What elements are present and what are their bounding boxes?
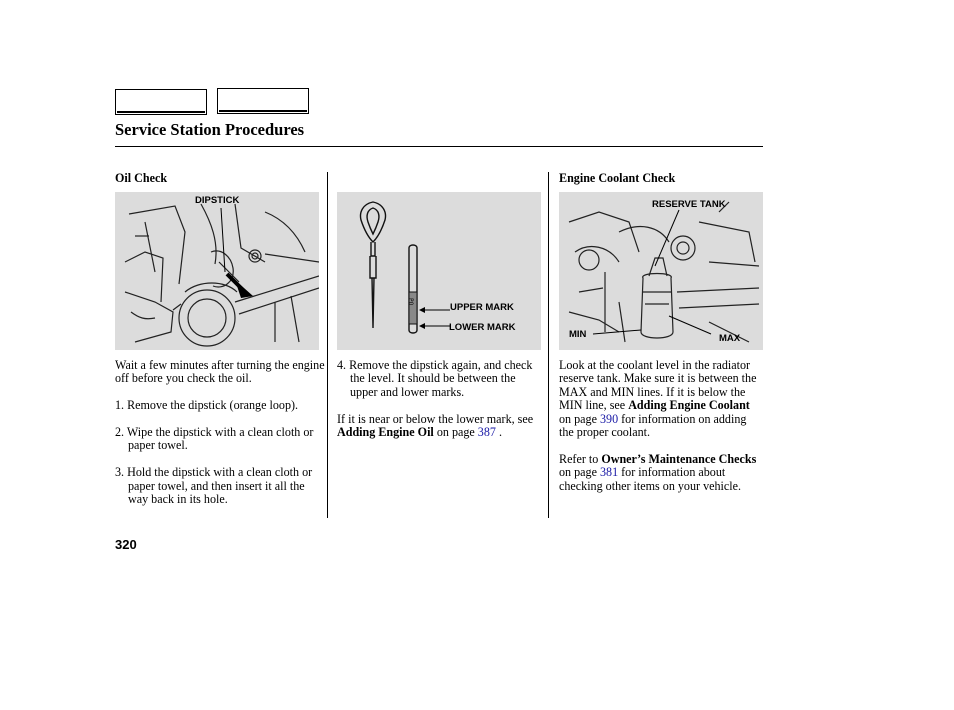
oil-check-heading: Oil Check xyxy=(115,171,168,185)
coolant-check-text xyxy=(559,359,764,493)
coolant-paragraph-2 xyxy=(559,453,764,493)
note-text-end: . xyxy=(495,425,502,440)
column-divider-2 xyxy=(548,172,549,518)
title-rule xyxy=(115,146,763,147)
header-tab-box-1[interactable] xyxy=(115,89,207,115)
refer-text-end: for information about checking other items on your vehicle. xyxy=(559,465,742,493)
coolant-check-heading: Engine Coolant Check xyxy=(559,171,676,185)
lower-mark-label: LOWER MARK xyxy=(449,322,516,333)
oil-intro: Wait a few minutes after turning the engine off before you check the oil. xyxy=(115,358,325,386)
page-title: Service Station Procedures xyxy=(115,120,305,139)
oil-check-text xyxy=(115,359,325,506)
upper-mark-label: UPPER MARK xyxy=(450,302,514,313)
note-text: If it is near or below the lower mark, see xyxy=(337,411,534,426)
coolant-text-end: for information on adding the proper coolant. xyxy=(559,411,747,440)
coolant-text-mid: on page xyxy=(559,411,600,426)
oil-low-note xyxy=(337,413,542,440)
oil-step-4: 4. Remove the dipstick again, and check the level. It should be between the upper and lower marks. xyxy=(337,358,533,399)
svg-text:PO: PO xyxy=(407,298,414,306)
dipstick-marks-figure xyxy=(337,192,541,350)
coolant-text: Look at the coolant level in the radiator reserve tank. Make sure it is between the MAX and MIN lines. If it is below the MIN line, see xyxy=(559,358,757,413)
refer-text: Refer to xyxy=(559,451,602,466)
page-381-link[interactable]: 381 xyxy=(599,465,619,480)
adding-engine-oil-ref: Adding Engine Oil xyxy=(337,425,434,440)
coolant-paragraph-1 xyxy=(559,359,764,439)
note-text-mid: on page xyxy=(433,425,478,440)
engine-illustration xyxy=(115,192,319,350)
coolant-tank-illustration xyxy=(559,192,763,350)
adding-engine-coolant-ref: Adding Engine Coolant xyxy=(628,398,750,413)
oil-step-2: 2. Wipe the dipstick with a clean cloth or paper towel. xyxy=(115,425,314,453)
column-divider-1 xyxy=(327,172,328,518)
dipstick-location-figure xyxy=(115,192,319,350)
oil-step-3: 3. Hold the dipstick with a clean cloth or paper towel, and then insert it all the way back in its hole. xyxy=(115,465,313,507)
owners-maintenance-checks-ref: Owner’s Maintenance Checks xyxy=(601,451,757,466)
min-label: MIN xyxy=(569,329,587,340)
max-label: MAX xyxy=(719,333,741,344)
refer-text-mid: on page xyxy=(559,465,600,480)
oil-step-1: 1. Remove the dipstick (orange loop). xyxy=(115,398,299,413)
coolant-reserve-figure xyxy=(559,192,763,350)
dipstick-label: DIPSTICK xyxy=(195,195,240,206)
reserve-tank-label: RESERVE TANK xyxy=(652,199,726,210)
page-390-link[interactable]: 390 xyxy=(599,411,619,426)
header-tab-box-2[interactable] xyxy=(217,88,309,114)
page-387-link[interactable]: 387 xyxy=(477,425,496,440)
page-number: 320 xyxy=(115,537,137,552)
oil-level-text xyxy=(337,359,542,439)
